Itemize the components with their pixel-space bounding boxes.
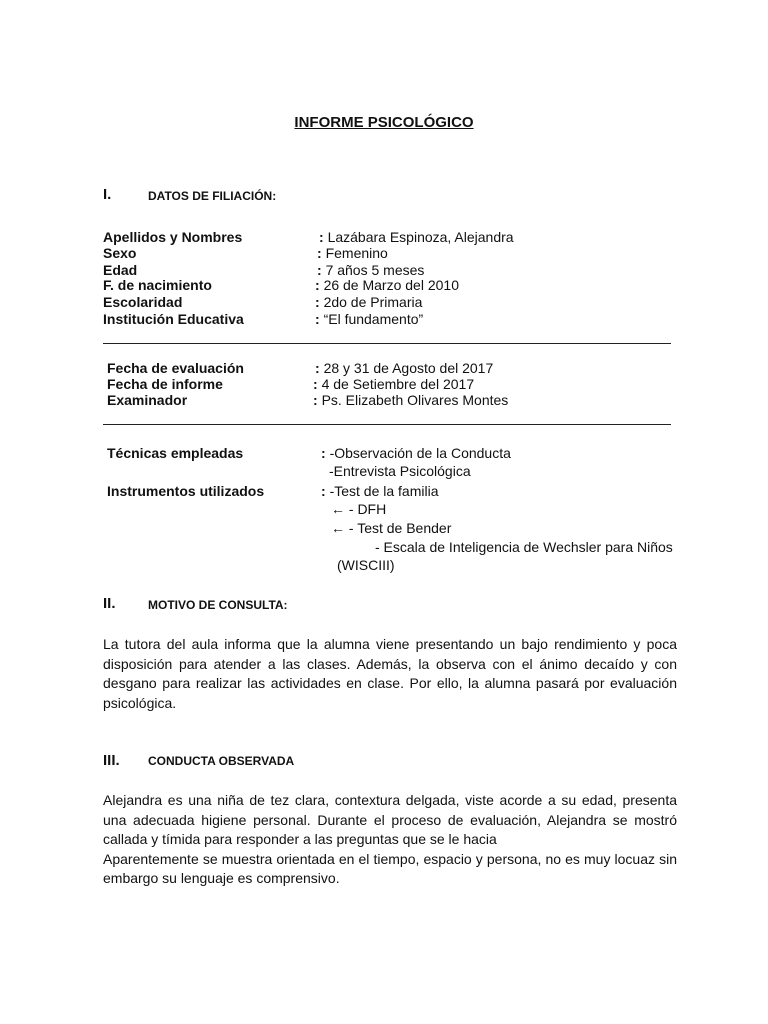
field-label: Apellidos y Nombres (103, 229, 243, 245)
tecnica-item: -Entrevista Psicológica (329, 463, 471, 479)
divider-line (103, 424, 671, 425)
tecnicas-label: Técnicas empleadas (107, 445, 244, 461)
field-label: Escolaridad (103, 294, 183, 310)
field-value: : 26 de Marzo del 2010 (315, 277, 459, 293)
section-1-number: I. (103, 186, 112, 203)
instrumento-item: : -Test de la familia (321, 483, 439, 499)
field-value: : 4 de Setiembre del 2017 (313, 376, 475, 392)
field-label: Institución Educativa (103, 311, 244, 327)
instrumento-item: ← - DFH (331, 501, 387, 517)
field-value: : “El fundamento” (315, 311, 424, 327)
field-value: : 2do de Primaria (315, 294, 423, 310)
field-value: : Femenino (317, 245, 388, 261)
instrumento-item: ← - Test de Bender (331, 520, 452, 536)
field-label: Fecha de evaluación (107, 360, 244, 376)
instrumentos-label: Instrumentos utilizados (107, 483, 265, 499)
field-value: : Ps. Elizabeth Olivares Montes (313, 392, 509, 408)
field-label: Sexo (103, 245, 137, 261)
section-2-title: MOTIVO DE CONSULTA: (148, 598, 288, 612)
section-2-number: II. (103, 595, 116, 612)
field-label: Edad (103, 262, 138, 278)
field-value: : 28 y 31 de Agosto del 2017 (315, 360, 494, 376)
field-label: F. de nacimiento (103, 277, 212, 293)
section-1-title: DATOS DE FILIACIÓN: (148, 189, 277, 203)
field-value: : 7 años 5 meses (317, 262, 425, 278)
divider-line (103, 343, 671, 344)
section-3-number: III. (103, 752, 120, 769)
instrumento-item: - Escala de Inteligencia de Wechsler para Niños (375, 539, 673, 555)
motivo-paragraph: La tutora del aula informa que la alumna viene presentando un bajo rendimiento y poca disposición para atender a las clases. Además, la observa con el ánimo decaído y con desgano para realizar las actividades en clase. Por ello, la alumna pasará por evaluación psicológica. (103, 636, 677, 711)
conducta-text-2: Aparentemente se muestra orientada en el tiempo, espacio y persona, no es muy locuaz sin embargo su lenguaje es comprensivo. (103, 850, 677, 886)
instrumento-item: (WISCIII) (337, 557, 395, 573)
field-label: Fecha de informe (107, 376, 223, 392)
conducta-paragraph (103, 791, 677, 889)
tecnica-item: : -Observación de la Conducta (321, 445, 511, 461)
section-3-title: CONDUCTA OBSERVADA (148, 754, 295, 768)
report-title: INFORME PSICOLÓGICO (294, 114, 474, 131)
field-label: Examinador (107, 392, 188, 408)
conducta-text-1: Alejandra es una niña de tez clara, contextura delgada, viste acorde a su edad, presenta una adecuada higiene personal. Durante el proceso de evaluación, Alejandra se mostró callada y tímida para responder a las preguntas que se le hacia (103, 792, 677, 847)
field-value: : Lazábara Espinoza, Alejandra (319, 229, 514, 245)
